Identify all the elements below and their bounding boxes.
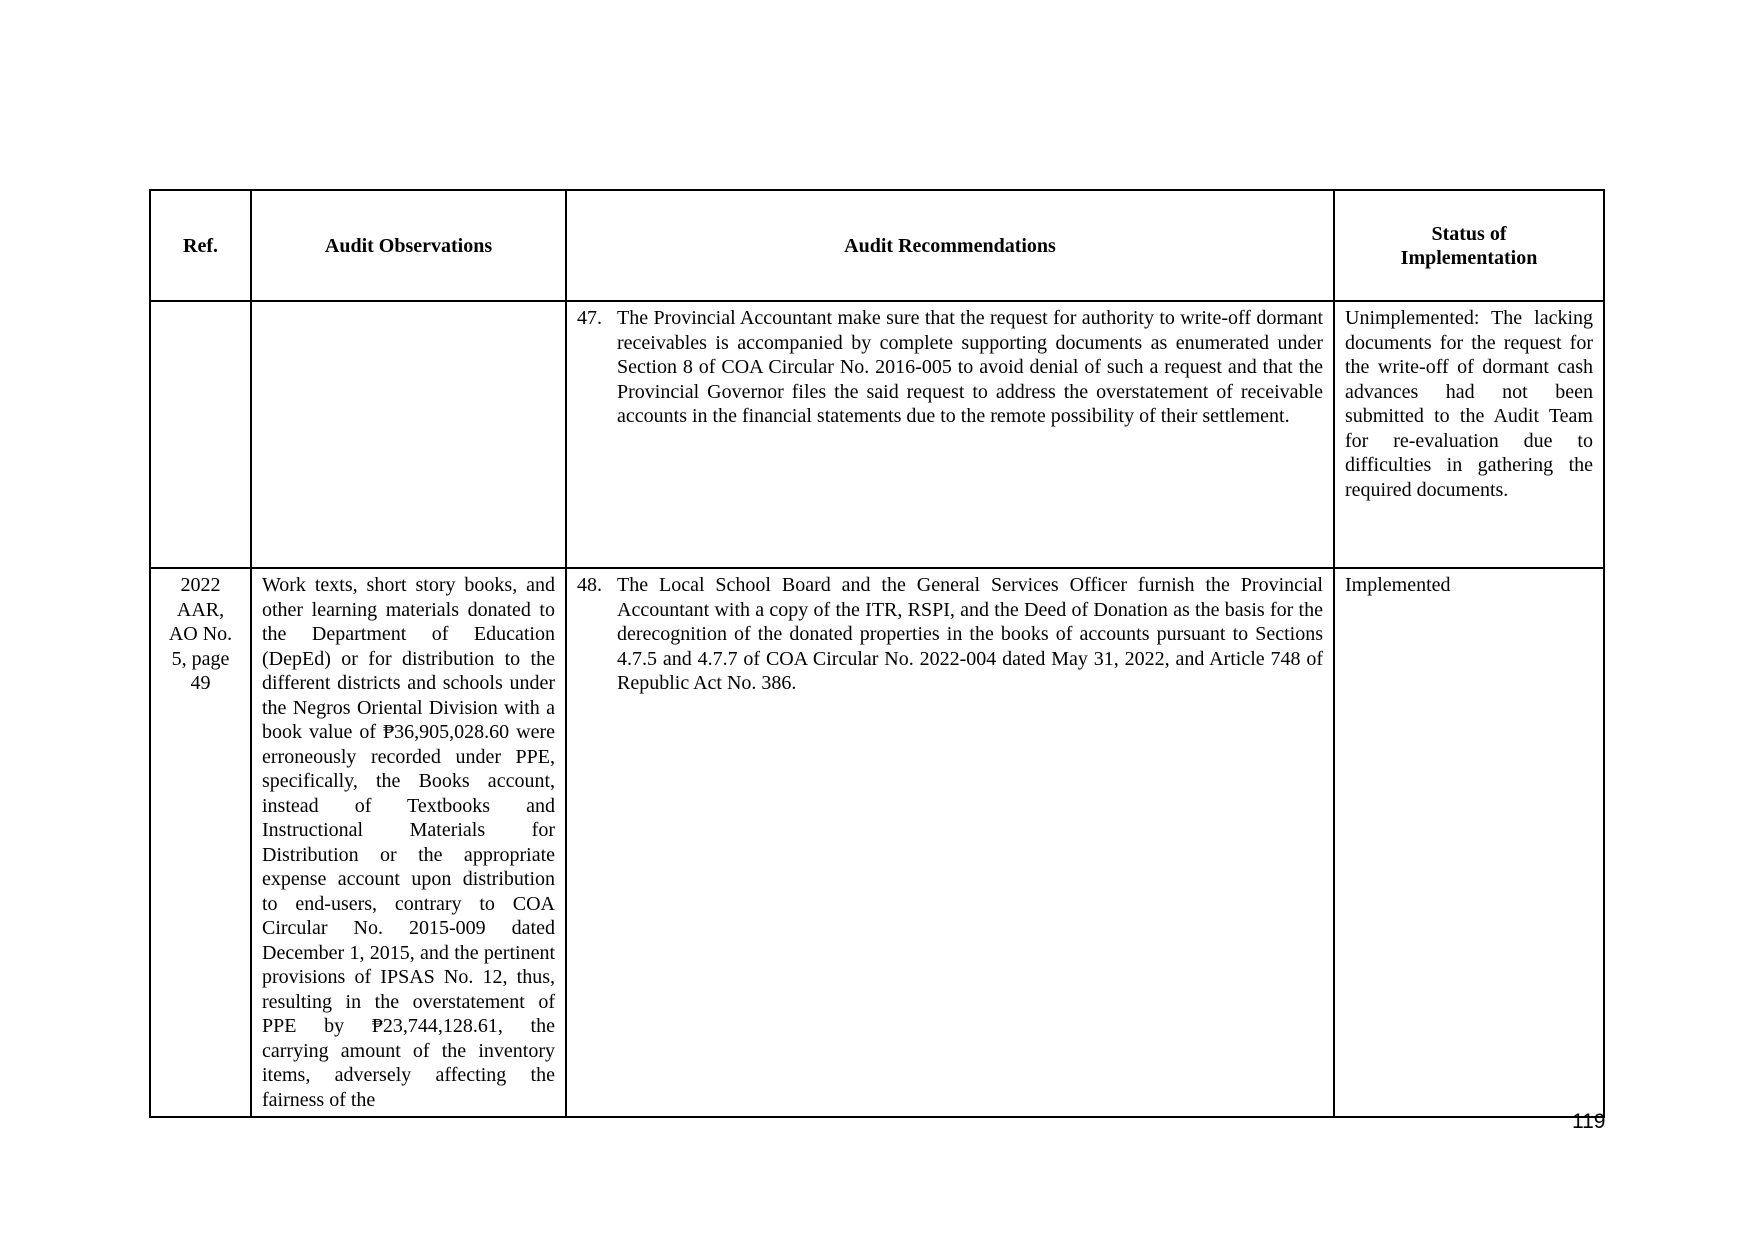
header-status-text: Status of Implementation [1400,222,1538,269]
status-text: Unimplemented: The lacking documents for the request for the write-off of dormant cash advances had not been submitted to the Audit Team for re-evaluation due to difficulties in gathering the required documents. [1345,307,1593,501]
header-audit-recommendations: Audit Recommendations [566,190,1334,301]
recommendation-item-48 [577,573,1323,696]
table-row [150,301,1604,568]
page-number: 119 [1572,1110,1606,1133]
observation-text: Work texts, short story books, and other learning materials donated to the Department of Education (DepEd) or for distribution to the different districts and schools under the Negros Oriental Division with a book value of ₱36,905,028.60 were erroneously recorded under PPE, specifically, the Books account, instead of Textbooks and Instructional Materials for Distribution or the appropriate expense account upon distribution to end-users, contrary to COA Circular No. 2015-009 dated December 1, 2015, and the pertinent provisions of IPSAS No. 12, thus, resulting in the overstatement of PPE by ₱23,744,128.61, the carrying amount of the inventory items, adversely affecting the fairness of the [262,574,555,1111]
recommendation-item-47 [577,306,1323,429]
recommendation-cell [566,301,1334,568]
ref-cell: 2022 AAR, AO No. 5, page 49 [150,568,251,1117]
recommendation-text: The Local School Board and the General Services Officer furnish the Provincial Accountant with a copy of the ITR, RSPI, and the Deed of Donation as the basis for the derecognition of the donated properties in the books of accounts pursuant to Sections 4.7.5 and 4.7.7 of COA Circular No. 2022-004 dated May 31, 2022, and Article 748 of Republic Act No. 386. [617,574,1323,694]
header-status-of-implementation [1334,190,1604,301]
status-cell [1334,568,1604,1117]
ref-cell [150,301,251,568]
recommendation-text: The Provincial Accountant make sure that the request for authority to write-off dormant receivables is accompanied by complete supporting documents as enumerated under Section 8 of COA Circular No. 2016-005 to avoid denial of such a request and that the Provincial Governor files the said request to address the overstatement of receivable accounts in the financial statements due to the remote possibility of their settlement. [617,307,1323,427]
audit-findings-table [149,189,1605,1118]
recommendation-cell [566,568,1334,1117]
status-text: Implemented [1345,574,1451,596]
header-audit-observations: Audit Observations [251,190,566,301]
table-row [150,568,1604,1117]
recommendation-number: 48. [577,574,602,596]
status-cell [1334,301,1604,568]
recommendation-number: 47. [577,307,602,329]
header-ref: Ref. [150,190,251,301]
table-header-row [150,190,1604,301]
observation-cell [251,301,566,568]
observation-cell [251,568,566,1117]
